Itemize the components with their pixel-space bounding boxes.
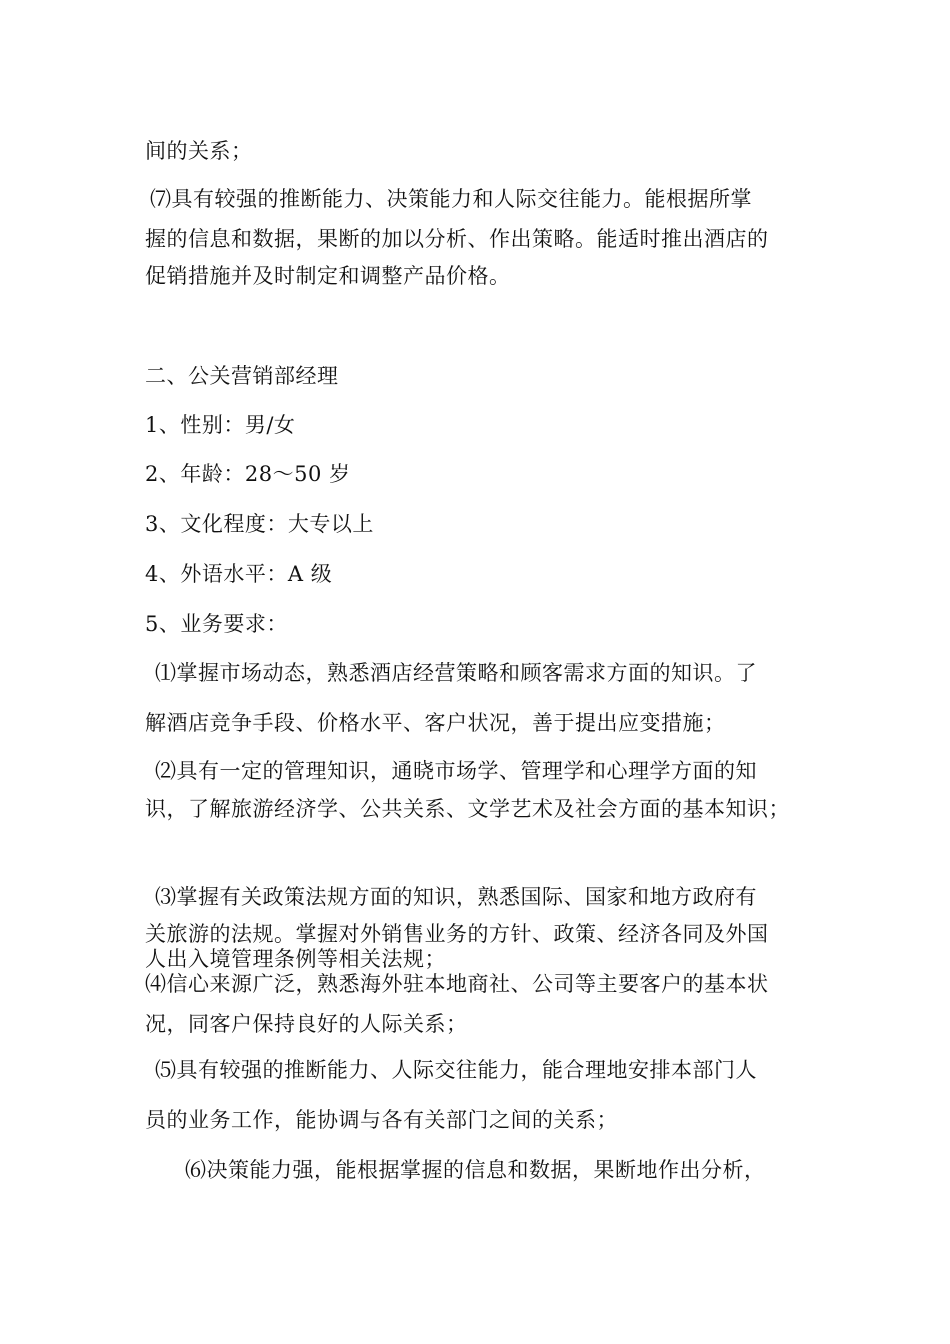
text-line: 人出入境管理条例等相关法规；: [145, 947, 446, 971]
text-line: 识，了解旅游经济学、公共关系、文学艺术及社会方面的基本知识；: [145, 797, 790, 821]
text-line: ⑺具有较强的推断能力、决策能力和人际交往能力。能根据所掌: [150, 187, 752, 211]
text-line: ⑵具有一定的管理知识，通晓市场学、管理学和心理学方面的知: [155, 759, 757, 783]
text-line: 促销措施并及时制定和调整产品价格。: [145, 264, 511, 288]
text-line: ⑸具有较强的推断能力、人际交往能力，能合理地安排本部门人: [155, 1058, 757, 1082]
text-line: 关旅游的法规。掌握对外销售业务的方针、政策、经济各同及外国: [145, 922, 769, 946]
text-line: ⑶掌握有关政策法规方面的知识，熟悉国际、国家和地方政府有: [155, 885, 757, 909]
text-line: ⑹决策能力强，能根据掌握的信息和数据，果断地作出分析，: [185, 1158, 766, 1182]
list-item: 2、年龄：28～50 岁: [145, 462, 351, 486]
text-line: 解酒店竞争手段、价格水平、客户状况，善于提出应变措施；: [145, 711, 726, 735]
list-item: 5、业务要求：: [145, 612, 288, 636]
text-line: 间的关系；: [145, 139, 253, 163]
list-item: 3、文化程度：大专以上: [145, 512, 374, 536]
list-item: 4、外语水平：A 级: [145, 562, 333, 586]
text-line: 握的信息和数据，果断的加以分析、作出策略。能适时推出酒店的: [145, 227, 769, 251]
text-line: ⑷信心来源广泛，熟悉海外驻本地商社、公司等主要客户的基本状: [145, 972, 769, 996]
text-line: 员的业务工作，能协调与各有关部门之间的关系；: [145, 1108, 618, 1132]
text-line: 况，同客户保持良好的人际关系；: [145, 1012, 468, 1036]
list-item: 1、性别：男/女: [145, 413, 296, 437]
section-heading: 二、公关营销部经理: [145, 364, 339, 388]
text-line: ⑴掌握市场动态，熟悉酒店经营策略和顾客需求方面的知识。了: [155, 661, 757, 685]
